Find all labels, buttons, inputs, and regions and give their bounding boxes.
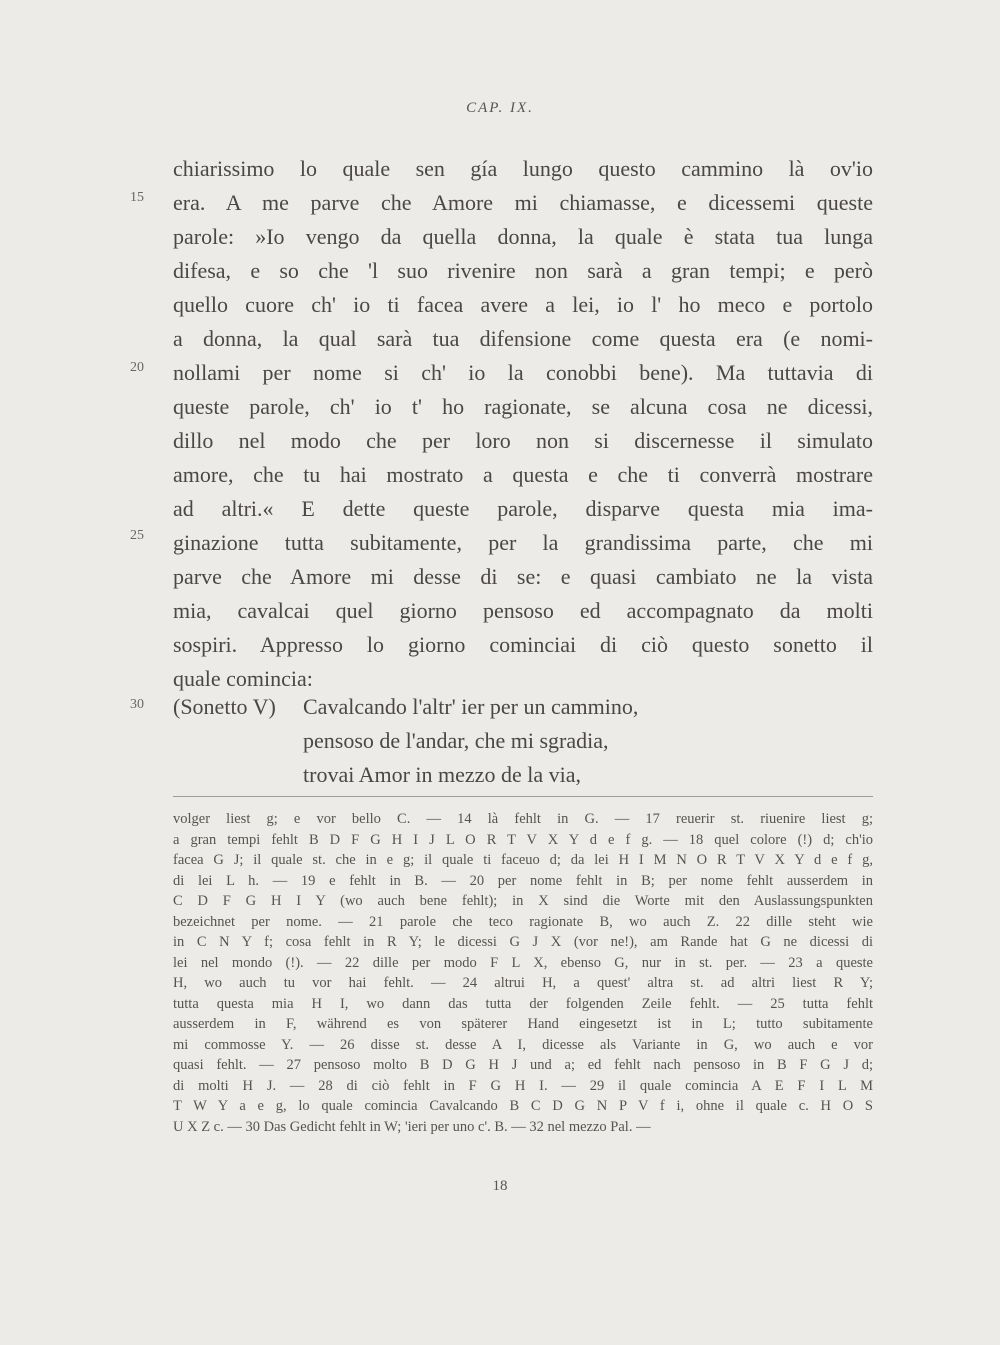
apparatus-line: quasi fehlt. — 27 pensoso molto B D G H J und a; ed fehlt nach pensoso in B F G J d;	[173, 1057, 873, 1073]
text-line: ginazione tutta subitamente, per la grandissima parte, che mi	[173, 530, 873, 555]
text-line: parve che Amore mi desse di se: e quasi cambiato ne la vista	[173, 564, 873, 589]
text-line: sospiri. Appresso lo giorno cominciai di ciò questo sonetto il	[173, 632, 873, 657]
apparatus-line: lei nel mondo (!). — 22 dille per modo F L X, ebenso G, nur in st. per. — 23 a queste	[173, 954, 873, 971]
text-line: mia, cavalcai quel giorno pensoso ed accompagnato da molti	[173, 598, 873, 623]
critical-apparatus	[173, 809, 873, 1137]
apparatus-line: U X Z c. — 30 Das Gedicht fehlt in W; 'ieri per uno c'. B. — 32 nel mezzo Pal. —	[173, 1118, 651, 1135]
apparatus-line: di lei L h. — 19 e fehlt in B. — 20 per nome fehlt in B; per nome fehlt ausserdem in	[173, 872, 873, 889]
apparatus-line: mi commosse Y. — 26 disse st. desse A I, dicesse als Variante in G, wo auch e vor	[173, 1036, 873, 1053]
apparatus-line: C D F G H I Y (wo auch bene fehlt); in X sind die Worte mit den Auslassungspunkten	[173, 893, 873, 909]
line-number: 20	[130, 360, 144, 375]
text-line: difesa, e so che 'l suo rivenire non sarà a gran tempi; e però	[173, 258, 873, 283]
text-line: era. A me parve che Amore mi chiamasse, e dicessemi queste	[173, 190, 873, 215]
text-line: amore, che tu hai mostrato a questa e che ti converrà mostrare	[173, 462, 873, 487]
apparatus-line: bezeichnet per nome. — 21 parole che teco ragionate B, wo auch Z. 22 dille steht wie	[173, 913, 873, 930]
apparatus-line: facea G J; il quale st. che in e g; il quale ti faceuo d; da lei H I M N O R T V X Y d e f g,	[173, 852, 873, 868]
apparatus-line: volger liest g; e vor bello C. — 14 là fehlt in G. — 17 reuerir st. riuenire liest g;	[173, 811, 873, 827]
sonnet-verse: Cavalcando l'altr' ier per un cammino,	[303, 694, 639, 719]
apparatus-line: a gran tempi fehlt B D F G H I J L O R T V X Y d e f g. — 18 quel colore (!) d; ch'io	[173, 831, 873, 848]
apparatus-line: tutta questa mia H I, wo dann das tutta der folgenden Zeile fehlt. — 25 tutta fehlt	[173, 995, 873, 1012]
text-line: ad altri.« E dette queste parole, disparve questa mia ima-	[173, 496, 873, 521]
text-line: dillo nel modo che per loro non si discernesse il simulato	[173, 428, 873, 453]
apparatus-line: H, wo auch tu vor hai fehlt. — 24 altrui H, a quest' altra st. ad altri liest R Y;	[173, 975, 873, 991]
text-line: queste parole, ch' io t' ho ragionate, se alcuna cosa ne dicessi,	[173, 394, 873, 419]
apparatus-line: in C N Y f; cosa fehlt in R Y; le dicessi G J X (vor ne!), am Rande hat G ne dicessi di	[173, 934, 873, 950]
sonnet-verse: trovai Amor in mezzo de la via,	[303, 762, 581, 787]
apparatus-line: ausserdem in F, während es von späterer Hand eingesetzt ist in L; tutto subitamente	[173, 1016, 873, 1032]
sonnet-label: (Sonetto V)	[173, 694, 276, 719]
text-line: chiarissimo lo quale sen gía lungo questo cammino là ov'io	[173, 156, 873, 181]
text-line: quello cuore ch' io ti facea avere a lei, io l' ho meco e portolo	[173, 292, 873, 317]
text-line: parole: »Io vengo da quella donna, la quale è stata tua lunga	[173, 224, 873, 249]
apparatus-line: T W Y a e g, lo quale comincia Cavalcando B C D G N P V f i, ohne il quale c. H O S	[173, 1098, 873, 1114]
main-text	[173, 152, 873, 696]
line-number: 30	[130, 697, 144, 712]
line-number: 15	[130, 190, 144, 205]
apparatus-line: di molti H J. — 28 di ciò fehlt in F G H I. — 29 il quale comincia A E F I L M	[173, 1077, 873, 1094]
page-number: 18	[492, 1178, 508, 1194]
sonnet-verse: pensoso de l'andar, che mi sgradia,	[303, 728, 609, 753]
footnote-rule	[173, 796, 873, 797]
line-number: 25	[130, 528, 144, 543]
running-header: CAP. IX.	[466, 100, 534, 116]
text-line: nollami per nome si ch' io la conobbi bene). Ma tuttavia di	[173, 360, 873, 385]
text-line: a donna, la qual sarà tua difensione come questa era (e nomi-	[173, 326, 873, 351]
text-line: quale comincia:	[173, 666, 313, 691]
